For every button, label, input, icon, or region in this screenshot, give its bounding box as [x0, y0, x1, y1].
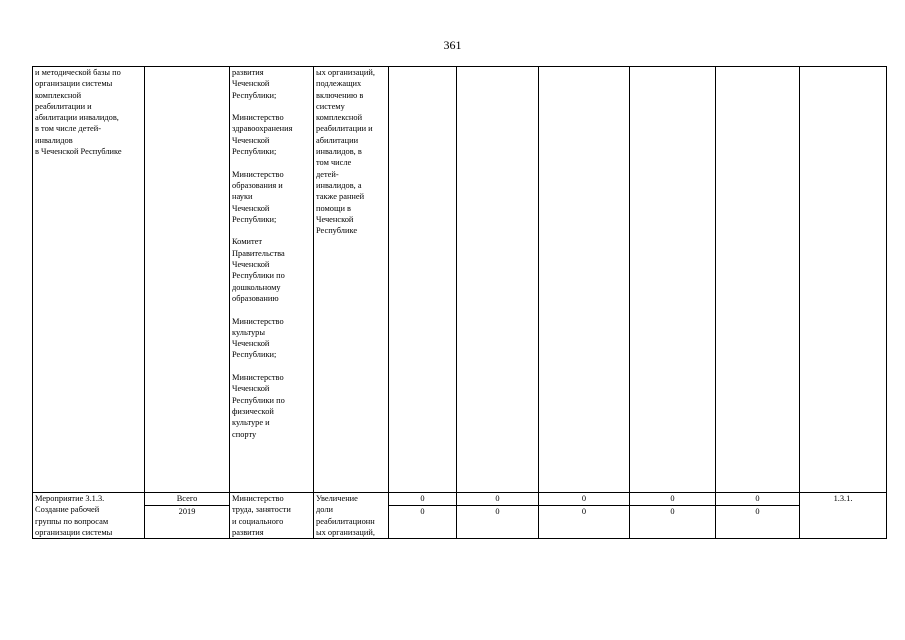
value-cell: 0: [389, 506, 457, 539]
value-cell: 0: [457, 506, 539, 539]
source-total-cell: Всего: [145, 493, 230, 506]
event-cell: [33, 493, 145, 539]
value-cell: 0: [716, 506, 800, 539]
indicator-text: ых организаций, подлежащих включению в систему комплексной реабилитации и абилитации инвалидов, в том числе детей- инвалидов, а также ранней помощи в Чеченской Республике: [316, 68, 375, 236]
value-cell: [630, 67, 716, 493]
value-cell: [716, 67, 800, 493]
value-cell: 0: [539, 493, 630, 506]
value-cell: 0: [389, 493, 457, 506]
table-row: [33, 67, 887, 493]
event-cell: [33, 67, 145, 493]
executor-entry: Министерство образования и науки Чеченской Республики;: [232, 169, 284, 224]
source-cell: [145, 67, 230, 493]
executor-cell: [230, 493, 314, 539]
table-row: [33, 506, 887, 539]
indicator-cell: [314, 493, 389, 539]
code-cell: [800, 67, 887, 493]
source-year-cell: 2019: [145, 506, 230, 539]
executor-entry: Комитет Правительства Чеченской Республики по дошкольному образованию: [232, 237, 285, 303]
event-text: Мероприятие 3.1.3. Создание рабочей группы по вопросам организации системы: [35, 494, 113, 537]
executor-entry: Министерство здравоохранения Чеченской Республики;: [232, 113, 293, 157]
executor-entry: Министерство культуры Чеченской Республики;: [232, 316, 284, 360]
value-cell: 0: [716, 493, 800, 506]
executors-cell: [230, 67, 314, 493]
code-cell: 1.3.1.: [800, 493, 887, 539]
executor-text: Министерство труда, занятости и социального развития: [232, 494, 291, 537]
value-cell: [389, 67, 457, 493]
table-row: [33, 493, 887, 506]
value-cell: 0: [630, 506, 716, 539]
value-cell: [539, 67, 630, 493]
value-cell: 0: [457, 493, 539, 506]
value-cell: 0: [630, 493, 716, 506]
value-cell: 0: [539, 506, 630, 539]
indicator-cell: [314, 67, 389, 493]
event-text: и методической базы по организации системы комплексной реабилитации и абилитации инвалидов, в том числе детей- инвалидов в Чеченской Республике: [35, 68, 122, 157]
program-table: [32, 66, 887, 539]
indicator-text: Увеличение доли реабилитационн ых организаций,: [316, 494, 375, 537]
page-number: 361: [443, 38, 462, 52]
executor-entry: развития Чеченской Республики;: [232, 68, 277, 100]
executor-entry: Министерство Чеченской Республики по физической культуре и спорту: [232, 373, 285, 439]
value-cell: [457, 67, 539, 493]
